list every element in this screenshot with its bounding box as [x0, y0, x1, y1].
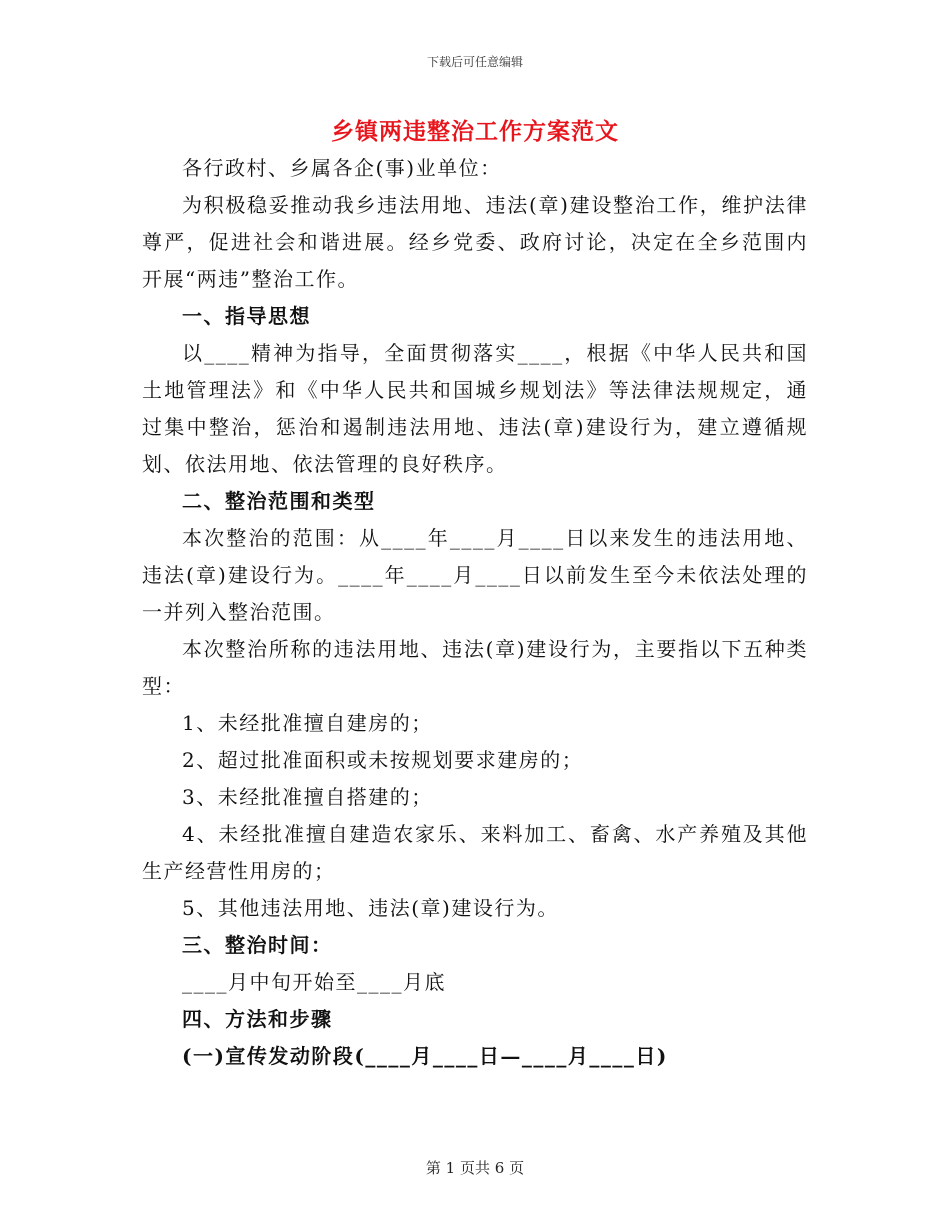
header-note: 下载后可任意编辑	[426, 55, 523, 69]
time-paragraph: ____月中旬开始至____月底	[182, 970, 446, 994]
page-footer: 第 1 页共 6 页	[425, 1159, 525, 1177]
document-title: 乡镇两违整治工作方案范文	[331, 118, 619, 145]
scope-paragraph: 本次整治的范围：从____年____月____日以来发生的违法用地、违法(章)建设行为。____年____月____日以前发生至今未依法处理的一并列入整治范围。	[142, 526, 808, 624]
subsection-heading-publicity: (一)宣传发动阶段(____月____日—____月____日)	[182, 1044, 668, 1068]
list-item: 2、超过批准面积或未按规划要求建房的；	[182, 748, 584, 772]
document-body	[142, 150, 808, 1075]
section-heading-scope: 二、整治范围和类型	[182, 489, 376, 513]
list-item: 5、其他违法用地、违法(章)建设行为。	[182, 896, 559, 920]
list-item: 1、未经批准擅自建房的；	[182, 711, 433, 735]
section-heading-guiding-thought: 一、指导思想	[182, 304, 311, 328]
salutation: 各行政村、乡属各企(事)业单位：	[182, 156, 502, 180]
intro-paragraph: 为积极稳妥推动我乡违法用地、违法(章)建设整治工作，维护法律尊严，促进社会和谐进展。经乡党委、政府讨论，决定在全乡范围内开展“两违”整治工作。	[142, 193, 808, 291]
types-intro-paragraph: 本次整治所称的违法用地、违法(章)建设行为，主要指以下五种类型：	[142, 637, 808, 698]
section-heading-methods: 四、方法和步骤	[182, 1007, 333, 1031]
list-item: 3、未经批准擅自搭建的；	[182, 785, 433, 809]
guiding-thought-paragraph: 以____精神为指导，全面贯彻落实____，根据《中华人民共和国土地管理法》和《中华人民共和国城乡规划法》等法律法规规定，通过集中整治，惩治和遏制违法用地、违法(章)建设行为，建立遵循规划、依法用地、依法管理的良好秩序。	[142, 341, 808, 476]
section-heading-time: 三、整治时间：	[182, 933, 333, 957]
list-item: 4、未经批准擅自建造农家乐、来料加工、畜禽、水产养殖及其他生产经营性用房的；	[142, 822, 808, 883]
